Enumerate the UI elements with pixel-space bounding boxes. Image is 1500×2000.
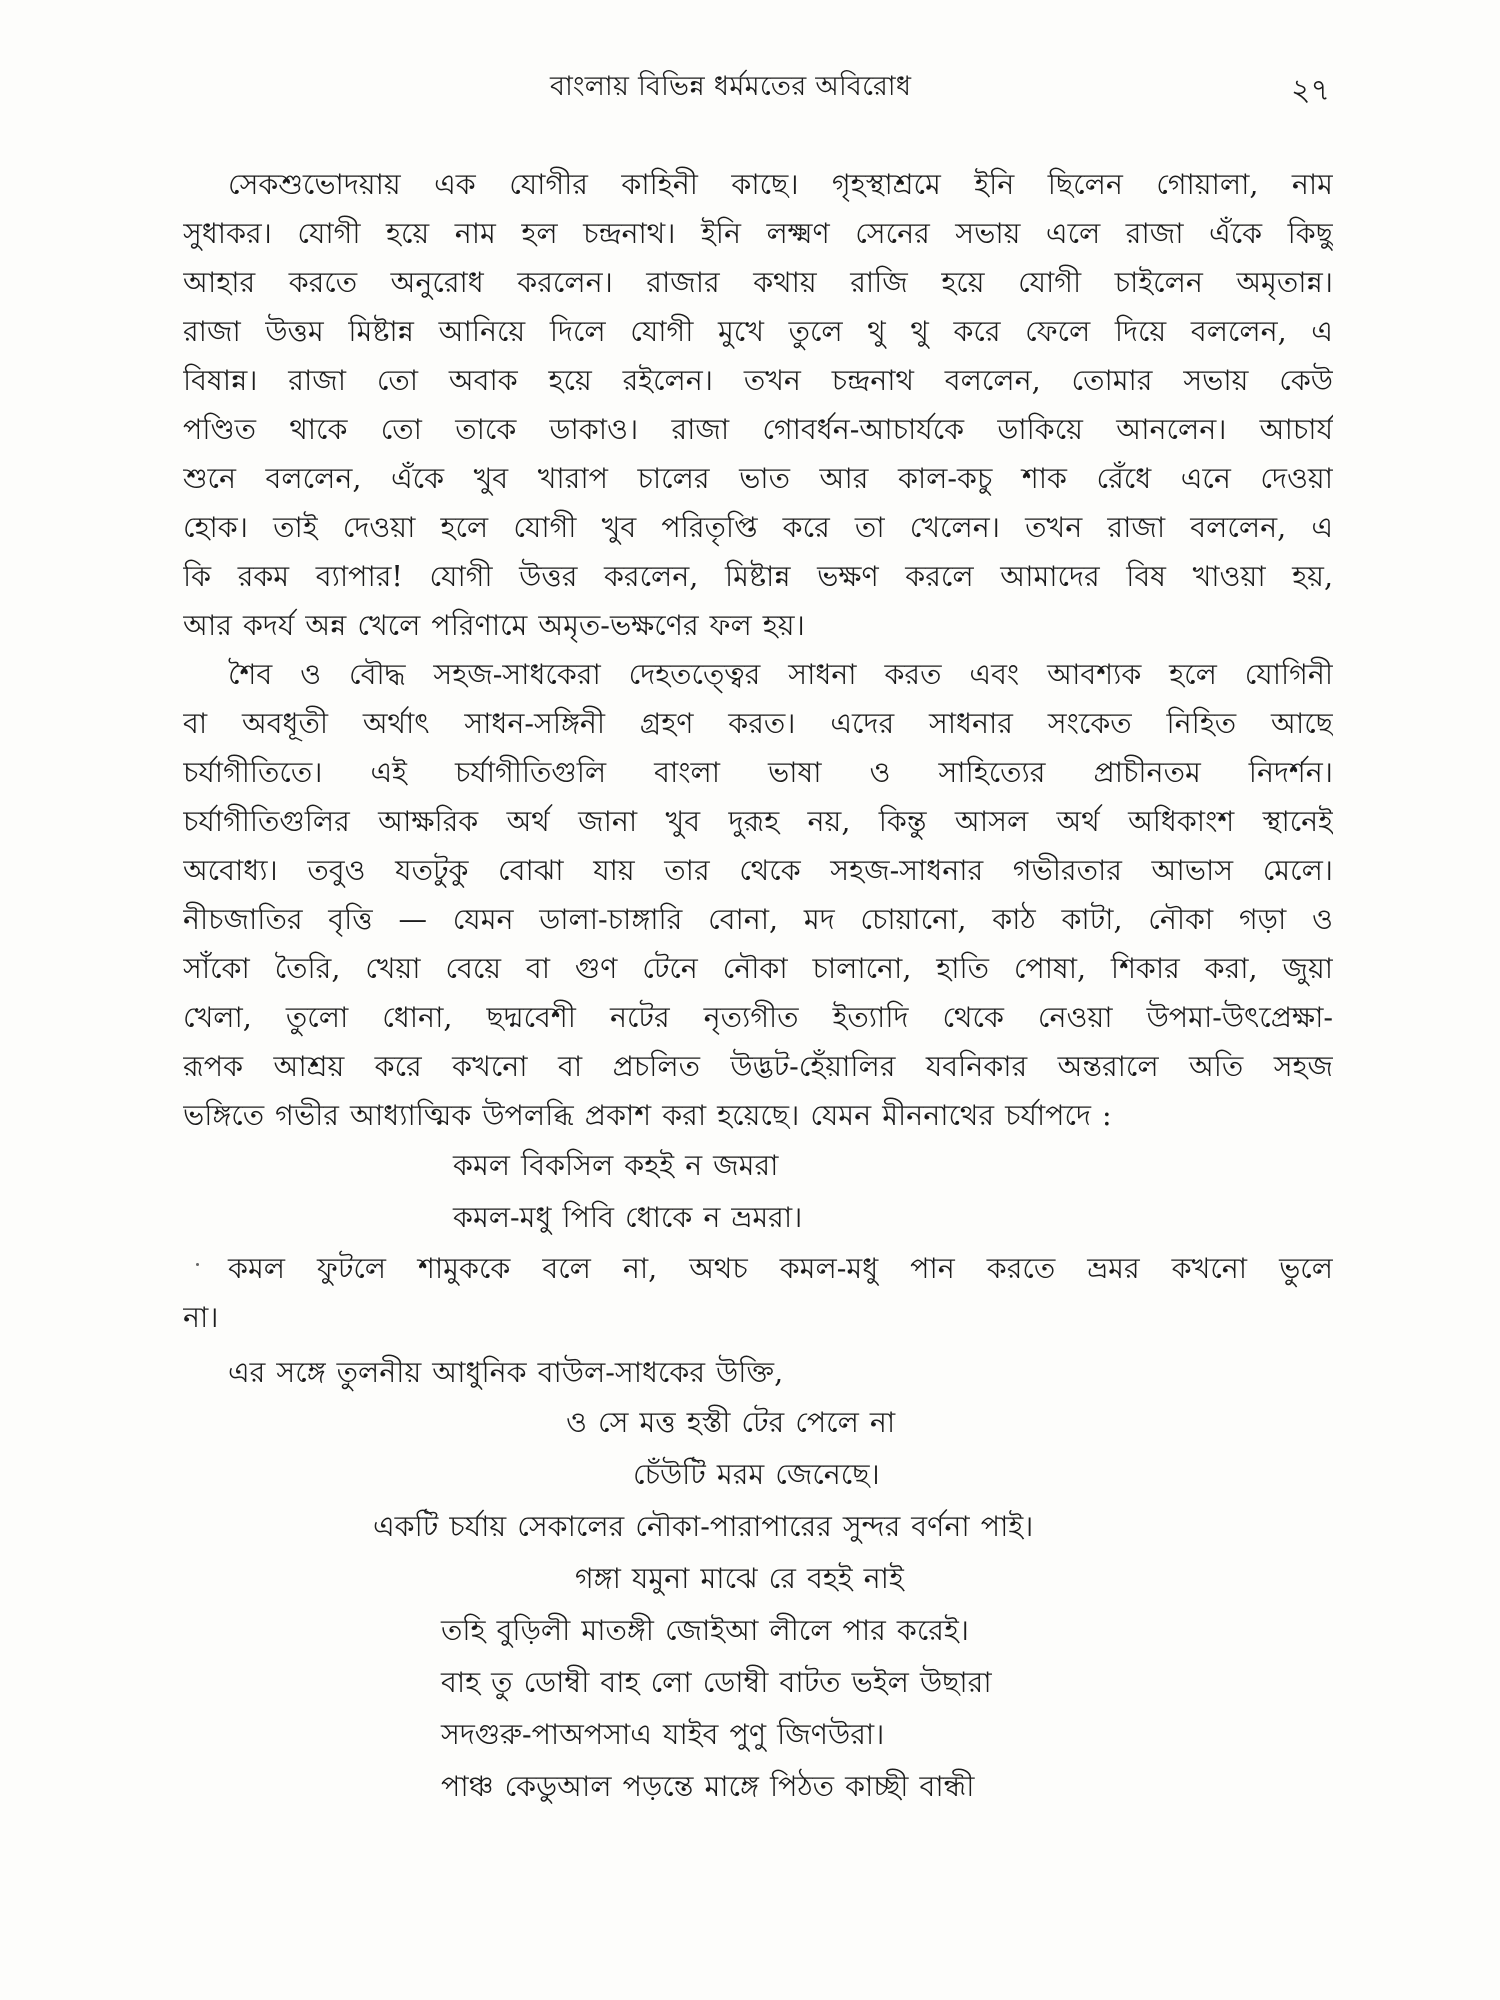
verse-charyapada-boat bbox=[183, 1553, 1333, 1813]
text-line: না। bbox=[183, 1301, 219, 1334]
text-line: নীচজাতির বৃত্তি — যেমন ডালা-চাঙ্গারি বোনা, মদ চোয়ানো, কাঠ কাটা, নৌকা গড়া ও bbox=[183, 903, 1333, 936]
verse-baul bbox=[183, 1397, 1333, 1501]
text-line: বা অবধূতী অর্থাৎ সাধন-সঙ্গিনী গ্রহণ করত। এদের সাধনার সংকেত নিহিত আছে bbox=[183, 707, 1333, 740]
text-line: পণ্ডিত থাকে তো তাকে ডাকাও। রাজা গোবর্ধন-আচার্যকে ডাকিয়ে আনলেন। আচার্য bbox=[183, 413, 1333, 446]
page-number: ২৭ bbox=[1290, 73, 1330, 108]
verse-line: পাঞ্চ কেডুআল পড়ন্তে মাঙ্গে পিঠত কাচ্ছী বান্ধী bbox=[441, 1770, 975, 1803]
paragraph-yogi-story bbox=[183, 160, 1333, 650]
verse-line: তহি বুড়িলী মাতঙ্গী জোইআ লীলে পার করেই। bbox=[441, 1614, 969, 1647]
paragraph-sahaja-sadhana bbox=[183, 650, 1333, 1140]
text-line: সুধাকর। যোগী হয়ে নাম হল চন্দ্রনাথ। ইনি লক্ষ্মণ সেনের সভায় এলে রাজা এঁকে কিছু bbox=[183, 217, 1333, 250]
text-line: চর্যাগীতিতে। এই চর্যাগীতিগুলি বাংলা ভাষা ও সাহিত্যের প্রাচীনতম নিদর্শন। bbox=[183, 756, 1333, 789]
text-line: শুনে বললেন, এঁকে খুব খারাপ চালের ভাত আর কাল-কচু শাক রেঁধে এনে দেওয়া bbox=[183, 462, 1333, 495]
text-line: রূপক আশ্রয় করে কখনো বা প্রচলিত উদ্ভট-হেঁয়ালির যবনিকার অন্তরালে অতি সহজ bbox=[183, 1050, 1333, 1083]
verse-line: বাহ তু ডোম্বী বাহ লো ডোম্বী বাটত ভইল উছারা bbox=[441, 1666, 992, 1699]
body-text bbox=[183, 160, 1333, 1813]
paragraph-boat-intro: একটি চর্যায় সেকালের নৌকা-পারাপারের সুন্দর বর্ণনা পাই। bbox=[373, 1510, 1034, 1543]
text-line: বিষান্ন। রাজা তো অবাক হয়ে রইলেন। তখন চন্দ্রনাথ বললেন, তোমার সভায় কেউ bbox=[183, 364, 1333, 397]
verse-line: কমল বিকসিল কহই ন জমরা bbox=[453, 1149, 779, 1182]
verse-line: কমল-মধু পিবি ধোকে ন ভ্রমরা। bbox=[453, 1201, 803, 1234]
verse-line: গঙ্গা যমুনা মাঝে রে বহই নাই bbox=[575, 1562, 904, 1595]
running-header bbox=[0, 66, 1500, 106]
verse-line: সদগুরু-পাঅপসাএ যাইব পুণু জিণউরা। bbox=[441, 1718, 885, 1751]
text-line: সেকশুভোদয়ায় এক যোগীর কাহিনী কাছে। গৃহস্থাশ্রমে ইনি ছিলেন গোয়ালা, নাম bbox=[228, 168, 1333, 201]
text-line: আহার করতে অনুরোধ করলেন। রাজার কথায় রাজি হয়ে যোগী চাইলেন অমৃতান্ন। bbox=[183, 266, 1333, 299]
text-line: সাঁকো তৈরি, খেয়া বেয়ে বা গুণ টেনে নৌকা চালানো, হাতি পোষা, শিকার করা, জুয়া bbox=[183, 952, 1333, 985]
verse-line: চেঁউটি মরম জেনেছে। bbox=[633, 1458, 880, 1491]
paragraph-baul-intro: এর সঙ্গে তুলনীয় আধুনিক বাউল-সাধকের উক্তি, bbox=[228, 1356, 784, 1389]
text-line: কমল ফুটলে শামুককে বলে না, অথচ কমল-মধু পান করতে ভ্রমর কখনো ভুলে bbox=[228, 1252, 1333, 1285]
text-line: রাজা উত্তম মিষ্টান্ন আনিয়ে দিলে যোগী মুখে তুলে থু থু করে ফেলে দিয়ে বললেন, এ bbox=[183, 315, 1333, 348]
text-line: কি রকম ব্যাপার! যোগী উত্তর করলেন, মিষ্টান্ন ভক্ষণ করলে আমাদের বিষ খাওয়া হয়, bbox=[183, 560, 1333, 593]
verse-line: ও সে মত্ত হস্তী টের পেলে না bbox=[566, 1406, 896, 1439]
text-line: ভঙ্গিতে গভীর আধ্যাত্মিক উপলব্ধি প্রকাশ করা হয়েছে। যেমন মীননাথের চর্যাপদে : bbox=[183, 1099, 1112, 1132]
scan-speck bbox=[196, 1263, 199, 1266]
running-title: বাংলায় বিভিন্ন ধর্মমতের অবিরোধ bbox=[550, 71, 912, 102]
text-line: শৈব ও বৌদ্ধ সহজ-সাধকেরা দেহতত্ত্বের সাধনা করত এবং আবশ্যক হলে যোগিনী bbox=[228, 658, 1333, 691]
text-line: খেলা, তুলো ধোনা, ছদ্মবেশী নটের নৃত্যগীত ইত্যাদি থেকে নেওয়া উপমা-উৎপ্রেক্ষা- bbox=[183, 1001, 1333, 1034]
verse-minanath bbox=[183, 1140, 1333, 1244]
text-line: আর কদর্য অন্ন খেলে পরিণামে অমৃত-ভক্ষণের ফল হয়। bbox=[183, 609, 805, 642]
text-line: অবোধ্য। তবুও যতটুকু বোঝা যায় তার থেকে সহজ-সাধনার গভীরতার আভাস মেলে। bbox=[183, 854, 1333, 887]
text-line: হোক। তাই দেওয়া হলে যোগী খুব পরিতৃপ্তি করে তা খেলেন। তখন রাজা বললেন, এ bbox=[183, 511, 1333, 544]
paragraph-lotus-gloss bbox=[183, 1244, 1333, 1342]
text-line: চর্যাগীতিগুলির আক্ষরিক অর্থ জানা খুব দুরূহ নয়, কিন্তু আসল অর্থ অধিকাংশ স্থানেই bbox=[183, 805, 1333, 838]
